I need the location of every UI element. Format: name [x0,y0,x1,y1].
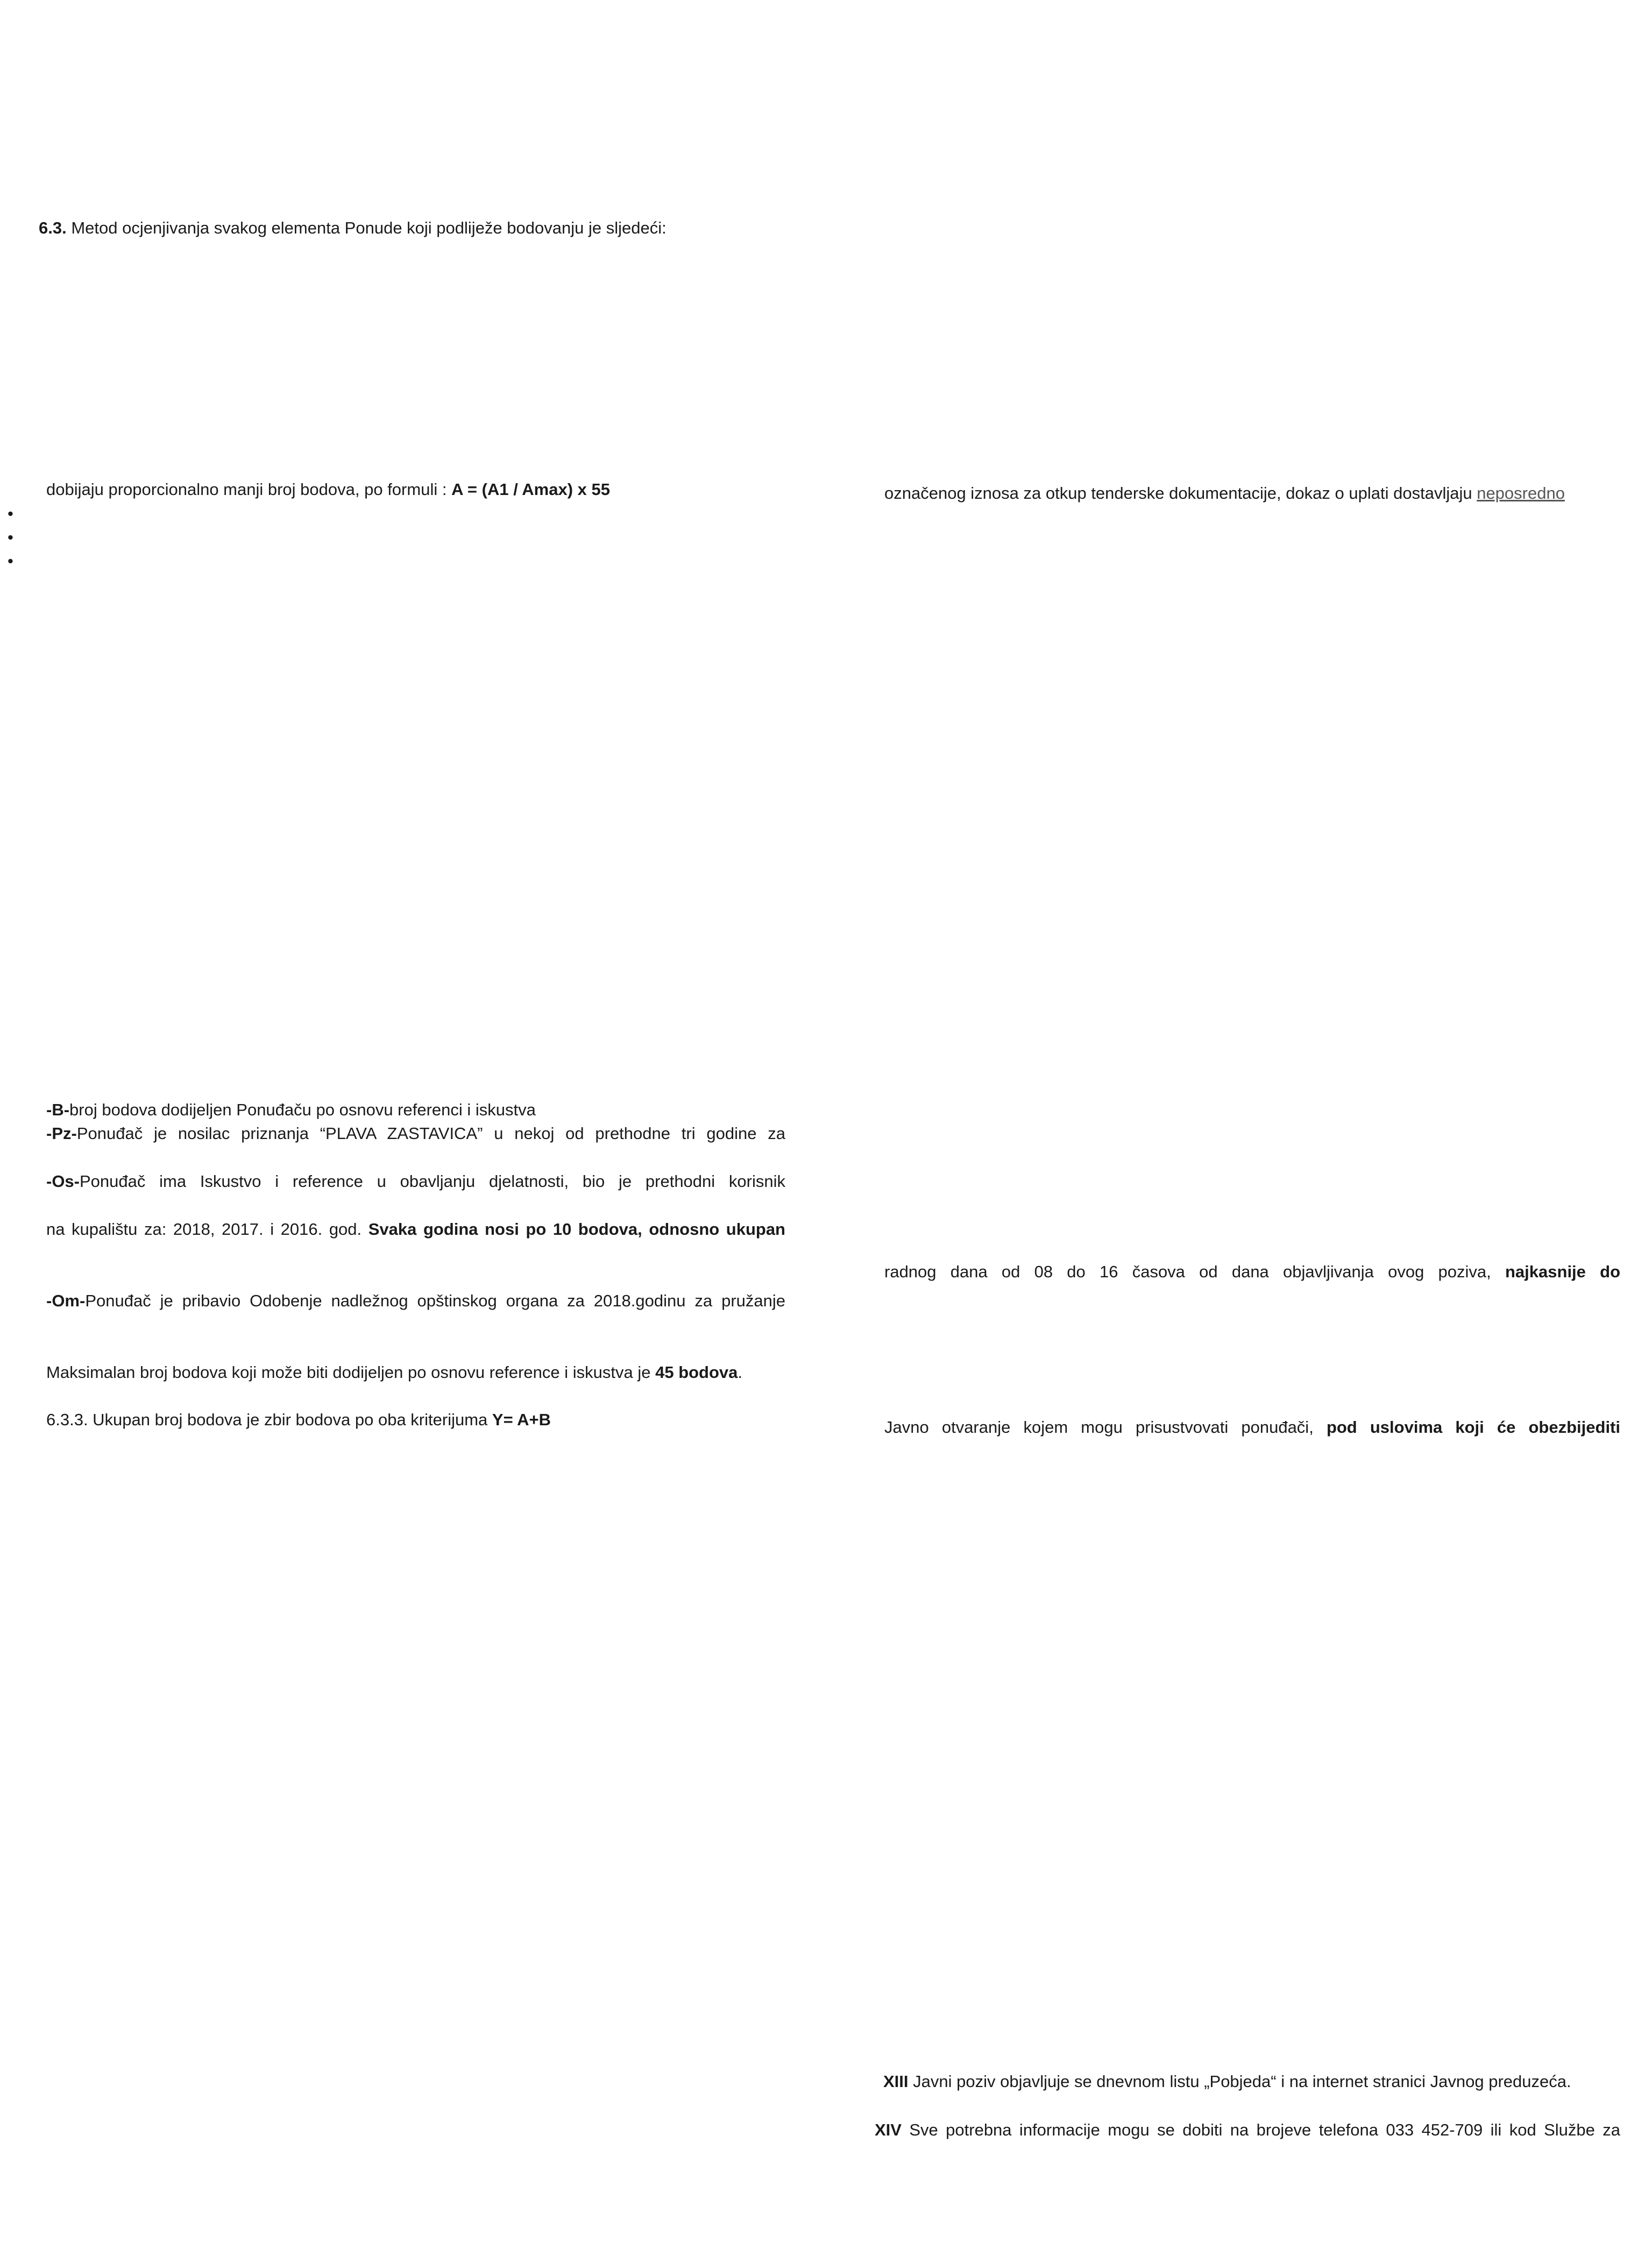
bold-segment: Svaka godina nosi po 10 bodova, odnosno ukupan [368,1220,785,1239]
line-start: Javno otvaranje kojem mogu prisustvovati ponuđači, [884,1418,1327,1437]
right-text-line [884,1417,1620,1438]
line-start: na kupalištu za: 2018, 2017. i 2016. god. [46,1220,368,1239]
line-start: označenog iznosa za otkup tenderske dokumentacije, dokaz o uplati dostavljaju [884,484,1477,503]
right-text-line [884,1261,1620,1283]
line-rest: Metod ocjenjivanja svakog elementa Ponude koji podliježe bodovanju je sljedeći: [66,218,667,237]
line-start: dobijaju proporcionalno manji broj bodova, po formuli : [46,480,452,499]
line-rest: broj bodova dodijeljen Ponuđaču po osnovu referenci i iskustva [69,1100,536,1119]
line-rest: Ponuđač je pribavio Odobenje nadležnog opštinskog organa za 2018.godinu za pružanje [85,1291,785,1310]
bold-prefix: -Om- [46,1291,86,1310]
left-text-line [46,1219,785,1240]
line-rest: Ponuđač je nosilac priznanja “PLAVA ZASTAVICA” u nekoj od prethodne tri godine za [76,1124,785,1143]
left-text-line [46,1123,785,1144]
left-text-line [46,1099,536,1121]
left-text-line [39,217,667,239]
line-rest: Javni poziv objavljuje se dnevnom listu „Pobjeda“ i na internet stranici Javnog preduzeća. [908,2072,1571,2091]
left-text-line [46,1362,742,1383]
bold-prefix: -B- [46,1100,70,1119]
left-text-line [46,1409,551,1431]
right-text-line [883,2071,1571,2092]
bold-prefix: XIV [875,2120,902,2139]
line-start: radnog dana od 08 do 16 časova od dana objavljivanja ovog poziva, [884,1262,1505,1281]
bold-segment: A = (A1 / Amax) x 55 [451,480,610,499]
line-start: Maksimalan broj bodova koji može biti dodijeljen po osnovu reference i iskustva je [46,1363,656,1382]
bold-segment: 45 bodova [655,1363,738,1382]
bold-segment: Y= A+B [492,1410,551,1429]
bold-prefix: -Pz- [46,1124,77,1143]
bullet-icon: • [8,504,13,523]
bold-segment: najkasnije do [1505,1262,1621,1281]
right-text-line [875,2119,1620,2141]
line-start: 6.3.3. Ukupan broj bodova je zbir bodova po oba kriterijuma [46,1410,492,1429]
bullet-icon: • [8,551,13,570]
left-text-line [46,479,610,500]
left-text-line [46,1290,785,1312]
bold-prefix: -Os- [46,1172,80,1191]
bold-prefix: 6.3. [39,218,67,237]
bold-segment: pod uslovima koji će obezbijediti [1326,1418,1620,1437]
right-text-line[interactable] [884,483,1565,504]
bullet-icon: • [8,528,13,547]
line-rest: Ponuđač ima Iskustvo i reference u obavljanju djelatnosti, bio je prethodni korisnik [80,1172,785,1191]
line-rest: Sve potrebna informacije mogu se dobiti na brojeve telefona 033 452-709 ili kod Službe za [901,2120,1620,2139]
line-end: . [738,1363,743,1382]
underlined-segment: neposredno [1477,484,1565,503]
bold-prefix: XIII [883,2072,909,2091]
left-text-line [46,1171,785,1192]
